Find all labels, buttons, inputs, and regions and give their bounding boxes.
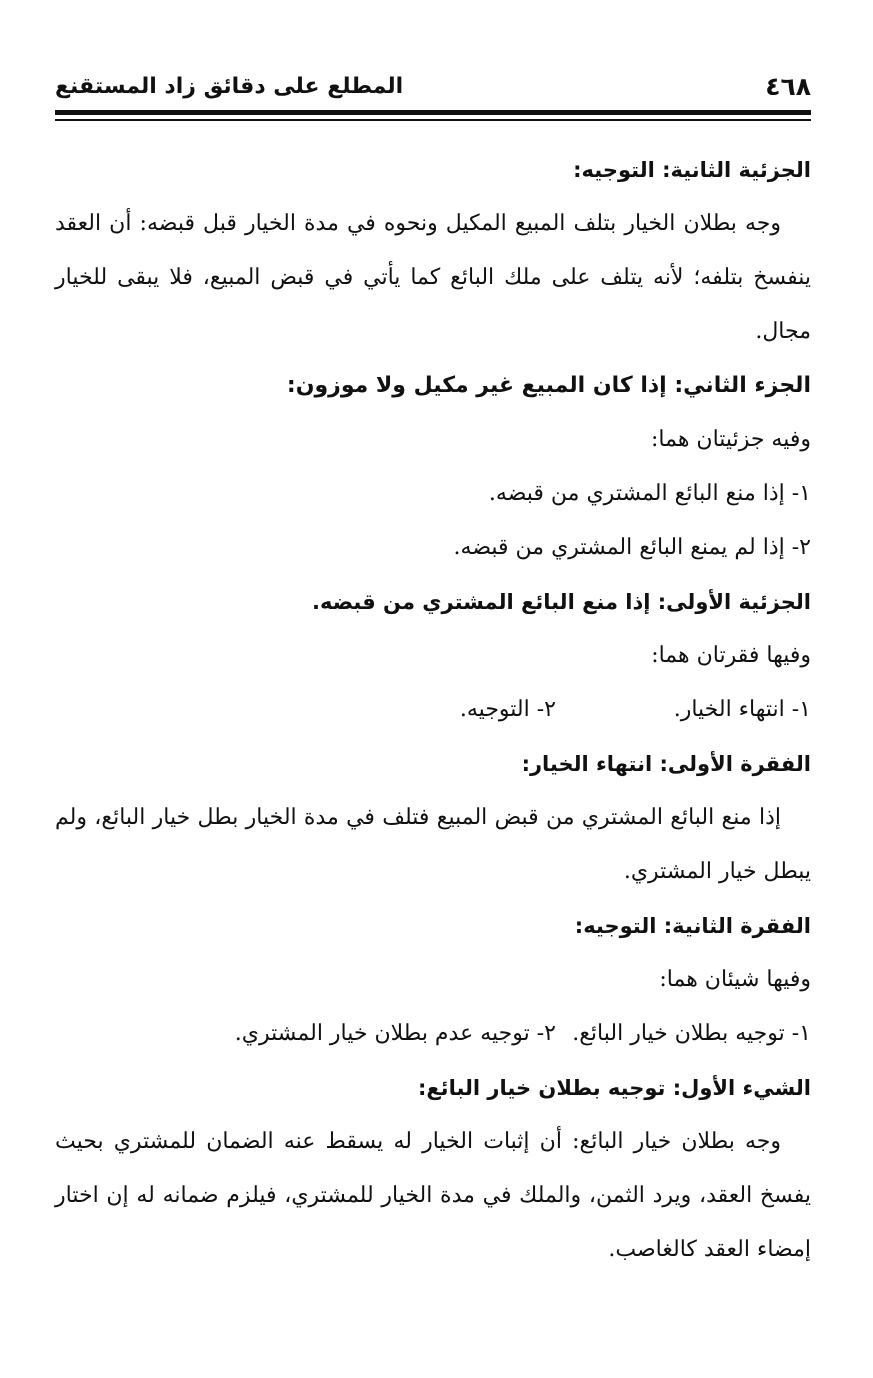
paragraph-two-things-intro: وفيها شيئان هما: <box>659 967 811 992</box>
paragraph-option-ends: إذا منع البائع المشتري من قبض المبيع فتلف في مدة الخيار بطل خيار البائع، ولم يبطل خيار المشتري. <box>55 805 811 884</box>
two-column-list <box>55 1007 811 1061</box>
list-item: ٢- توجيه عدم بطلان خيار المشتري. <box>234 1021 556 1046</box>
list-item: ٢- إذا لم يمنع البائع المشتري من قبضه. <box>453 535 811 560</box>
subheading-second-clause: الفقرة الثانية: التوجيه: <box>574 914 811 938</box>
page-body <box>55 143 811 1277</box>
subheading-first-part: الجزئية الأولى: إذا منع البائع المشتري من قبضه. <box>312 590 811 614</box>
running-title: المطلع على دقائق زاد المستقنع <box>55 74 404 99</box>
subheading-second-part-rationale: الجزئية الثانية: التوجيه: <box>573 158 811 182</box>
header-rule-thick <box>55 110 811 115</box>
list-item: ١- إذا منع البائع المشتري من قبضه. <box>488 481 811 506</box>
page-number: ٤٦٨ <box>765 72 811 101</box>
list-item: ٢- التوجيه. <box>459 697 556 722</box>
section-heading-unmeasured-goods: الجزء الثاني: إذا كان المبيع غير مكيل ولا موزون: <box>286 373 811 398</box>
subheading-first-thing: الشيء الأول: توجيه بطلان خيار البائع: <box>417 1076 811 1100</box>
two-column-list <box>55 683 811 737</box>
paragraph-measured-goods: وجه بطلان الخيار بتلف المبيع المكيل ونحوه في مدة الخيار قبل قبضه: أن العقد ينفسخ بتلفه؛ لأنه يتلف على ملك البائع كما يأتي في قبض المبيع، فلا يبقى للخيار مجال. <box>55 211 811 344</box>
page-header <box>55 66 811 106</box>
list-item: ١- انتهاء الخيار. <box>673 697 811 722</box>
header-rule-thin <box>55 119 811 121</box>
paragraph-two-clauses-intro: وفيها فقرتان هما: <box>651 643 811 668</box>
paragraph-seller-option-void: وجه بطلان خيار البائع: أن إثبات الخيار له يسقط عنه الضمان للمشتري بحيث يفسخ العقد، ويرد الثمن، والملك في مدة الخيار للمشتري، فيلزم ضمانه له إن اختار إمضاء العقد كالغاصب. <box>55 1129 811 1262</box>
paragraph-two-parts-intro: وفيه جزئيتان هما: <box>651 427 811 452</box>
list-item: ١- توجيه بطلان خيار البائع. <box>572 1021 811 1046</box>
subheading-first-clause: الفقرة الأولى: انتهاء الخيار: <box>521 752 811 776</box>
